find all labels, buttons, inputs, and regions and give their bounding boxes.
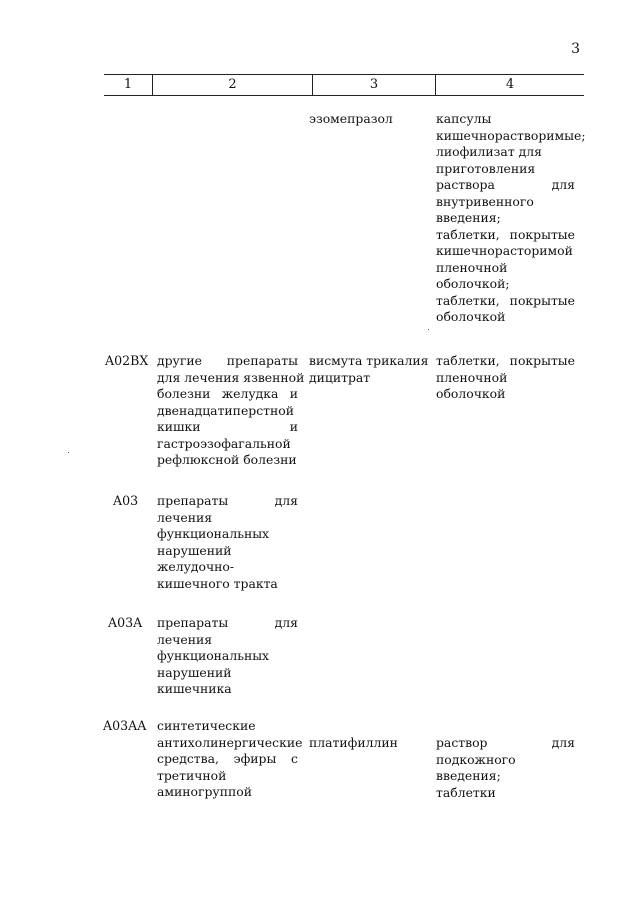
group-name-cell-line: лечения — [157, 631, 213, 647]
group-name-cell-line: рефлюксной болезни — [157, 452, 297, 467]
group-name-cell-line: желудочно- — [157, 559, 235, 574]
dosage-form-cell-line: оболочкой — [436, 386, 506, 401]
group-name-cell-line: функциональных — [157, 648, 270, 663]
dosage-form-cell-line: введения; — [436, 768, 501, 783]
group-name-cell-line: двенадцатиперстной — [157, 402, 294, 418]
dosage-form-cell-line: пленочной — [436, 369, 508, 385]
group-name-cell-line: лечения — [157, 509, 213, 525]
group-name-cell-line: гастроэзофагальной — [157, 435, 291, 451]
group-name-cell-line: другие препараты — [157, 353, 298, 368]
header-col-4: 4 — [435, 75, 584, 95]
dosage-form-cell — [436, 353, 575, 403]
row-code: A03 — [113, 493, 139, 508]
page-number: 3 — [571, 41, 580, 57]
row-code: A03AA — [103, 718, 147, 733]
dosage-form-cell-line: кишечнорасторимой — [436, 243, 573, 258]
dosage-form-cell — [436, 735, 575, 801]
group-name-cell — [157, 493, 298, 592]
dosage-form-cell-line: подкожного — [436, 751, 516, 767]
row-code: A02BX — [105, 353, 149, 368]
row-code: A03A — [108, 615, 143, 630]
group-name-cell-line: третичной — [157, 767, 227, 783]
group-name-cell-line: кишечного тракта — [157, 575, 278, 591]
dosage-form-cell-line: таблетки — [436, 784, 496, 800]
group-name-cell-line: для лечения язвенной — [157, 369, 305, 385]
dosage-form-cell-line: внутривенного — [436, 193, 534, 209]
drug-name-cell — [309, 111, 429, 128]
dosage-form-cell-line: кишечнорастворимые; — [436, 127, 586, 143]
drug-name-cell-line: эзомепразол — [309, 111, 393, 126]
header-col-2: 2 — [152, 75, 312, 95]
group-name-cell-line: нарушений — [157, 542, 232, 558]
group-name-cell-line: препараты для — [157, 493, 298, 508]
dosage-form-cell-line: раствор для — [436, 735, 575, 750]
drug-name-cell — [309, 735, 429, 752]
dosage-form-cell-line: таблетки, покрытые — [436, 292, 575, 308]
dosage-form-cell-line: пленочной — [436, 259, 508, 275]
drug-name-cell-line: висмута трикалия — [309, 353, 429, 368]
table-header-row — [104, 74, 584, 96]
dosage-form-cell-line: лиофилизат для — [436, 144, 542, 159]
dosage-form-cell-line: таблетки, покрытые — [436, 226, 575, 242]
dosage-form-cell-line: оболочкой — [436, 309, 506, 324]
drug-name-cell-line: платифиллин — [309, 735, 398, 750]
group-name-cell — [157, 615, 298, 698]
dosage-form-cell — [436, 111, 586, 326]
header-col-1: 1 — [123, 77, 133, 92]
group-name-cell-line: нарушений — [157, 664, 232, 680]
drug-name-cell — [309, 353, 429, 386]
group-name-cell-line: антихолинергические — [157, 734, 303, 750]
dosage-form-cell-line: капсулы — [436, 111, 492, 126]
group-name-cell-line: синтетические — [157, 718, 256, 733]
group-name-cell-line: препараты для — [157, 615, 298, 630]
dosage-form-cell-line: приготовления — [436, 160, 536, 176]
group-name-cell-line: средства, эфиры с — [157, 751, 298, 766]
group-name-cell — [157, 718, 303, 801]
group-name-cell-line: аминогруппой — [157, 784, 252, 799]
group-name-cell-line: болезни желудка и — [157, 386, 298, 401]
dosage-form-cell-line: раствора для — [436, 177, 575, 192]
dosage-form-cell-line: оболочкой; — [436, 276, 510, 291]
dosage-form-cell-line: таблетки, покрытые — [436, 353, 575, 368]
group-name-cell-line: функциональных — [157, 526, 270, 541]
group-name-cell-line: кишки и — [157, 419, 298, 434]
group-name-cell-line: кишечника — [157, 681, 232, 696]
group-name-cell — [157, 353, 305, 469]
scan-speck — [68, 452, 69, 453]
header-col-3: 3 — [312, 75, 435, 95]
drug-name-cell-line: дицитрат — [309, 369, 371, 385]
scan-speck — [428, 329, 429, 330]
dosage-form-cell-line: введения; — [436, 210, 501, 225]
